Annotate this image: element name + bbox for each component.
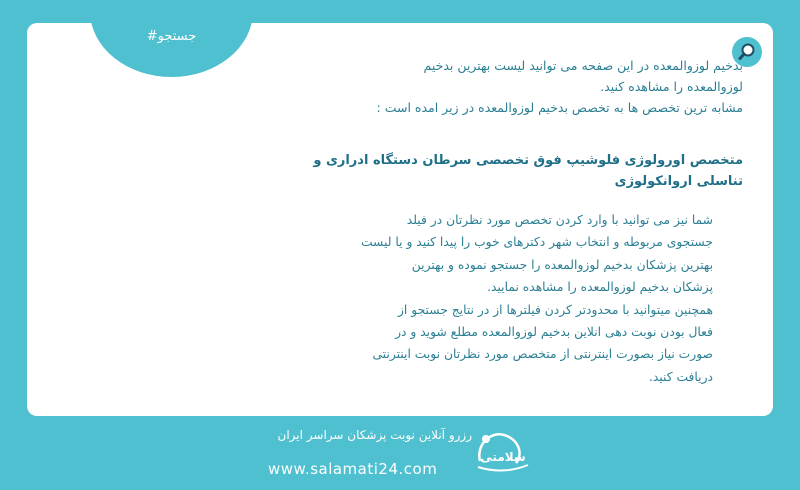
- specialty-line: متخصص اورولوژی فلوشیپ فوق تخصصی سرطان دستگاه ادراری و: [313, 153, 743, 168]
- body-line: پزشکان بدخیم لوزوالمعده را مشاهده نمایید.: [487, 280, 713, 295]
- intro-text: [313, 55, 743, 118]
- footer-tagline: رزرو آنلاین نوبت پزشکان سراسر ایران: [277, 428, 472, 442]
- intro-line: مشابه ترین تخصص ها به تخصص بدخیم لوزوالمعده در زیر امده است :: [376, 100, 743, 115]
- specialty-heading[interactable]: [313, 150, 743, 192]
- search-tag-label: #جستجو: [146, 29, 197, 44]
- salamati-logo[interactable]: [472, 425, 534, 481]
- footer-url-link[interactable]: www.salamati24.com: [268, 460, 438, 478]
- body-line: صورت نیاز بصورت اینترنتی از متخصص مورد نظرتان نوبت اینترنتی: [372, 347, 713, 362]
- logo-text: سلامتی: [480, 450, 526, 464]
- search-tag[interactable]: [90, 23, 253, 77]
- body-line: شما نیز می توانید با وارد کردن تخصص مورد نظرتان در فیلد: [406, 213, 713, 227]
- body-line: همچنین میتوانید با محدودتر کردن فیلترها از در نتایج جستجو از: [397, 302, 713, 317]
- body-line: جستجوی مربوطه و انتخاب شهر دکترهای خوب را پیدا کنید و یا لیست: [360, 235, 713, 250]
- body-line: بهترین پزشکان بدخیم لوزوالمعده را جستجو نموده و بهترین: [411, 257, 713, 272]
- content-card: [27, 23, 773, 416]
- intro-line: لوزوالمعده را مشاهده کنید.: [600, 79, 743, 94]
- body-text: [258, 209, 713, 388]
- body-line: فعال بودن نوبت دهی انلاین بدخیم لوزوالمعده مطلع شوید و در: [395, 325, 713, 340]
- specialty-line: تناسلی اروانکولوژی: [614, 174, 743, 189]
- body-line: دریافت کنید.: [648, 369, 713, 384]
- intro-line: بدخیم لوزوالمعده در این صفحه می توانید لیست بهترین بدخیم: [423, 58, 743, 73]
